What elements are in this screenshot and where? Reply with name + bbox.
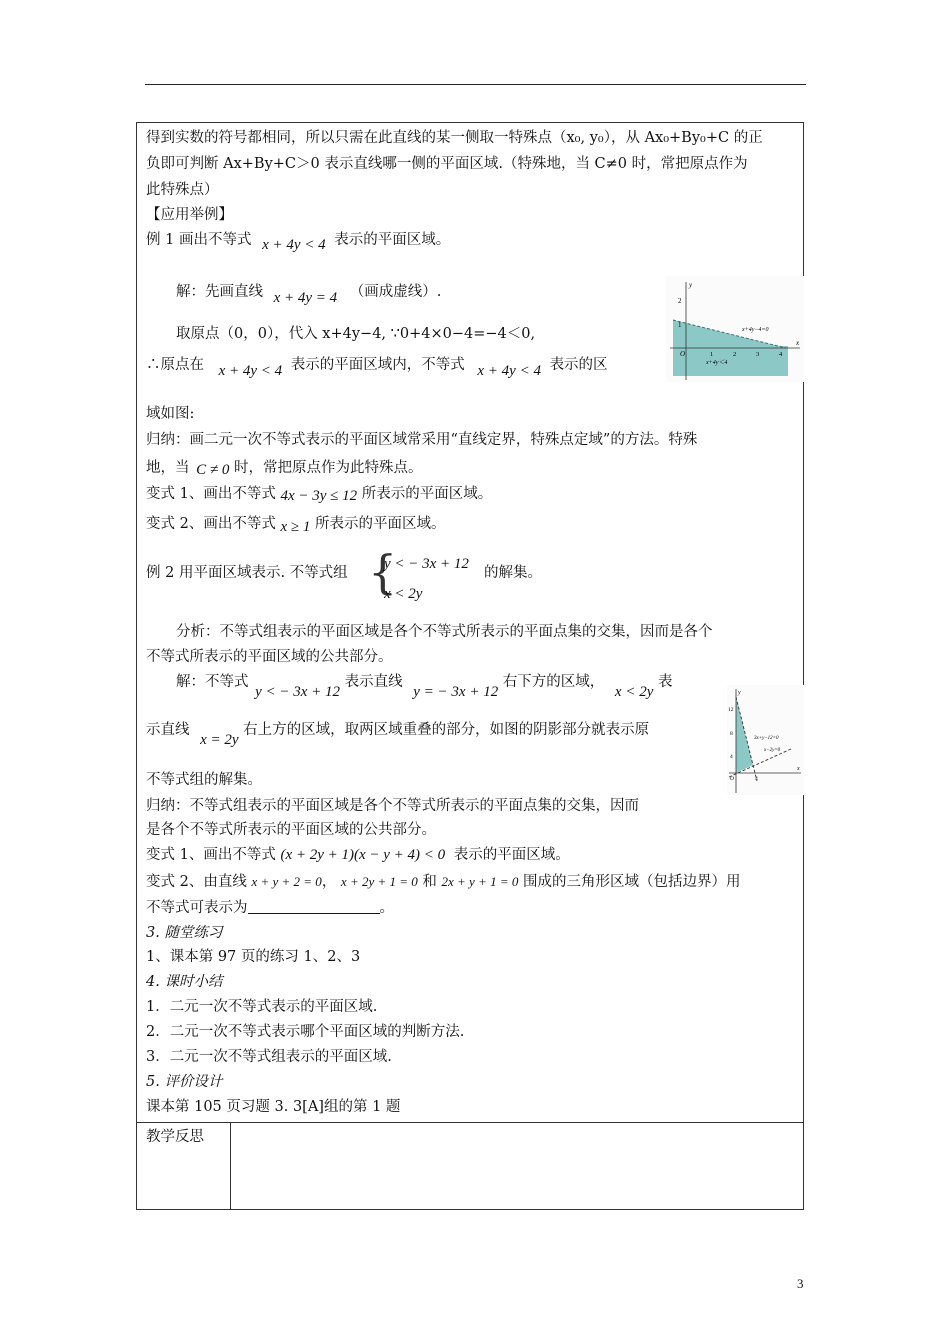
figure-1-region-label: x+4y＜4	[706, 360, 728, 366]
figure-1-line-label: x+4y−4=0	[742, 327, 769, 333]
summary-1-condition: C ≠ 0	[196, 462, 230, 478]
figure-system-region	[727, 685, 804, 795]
teaching-reflection-label: 教学反思	[146, 1129, 204, 1145]
summary-1-prefix: 地，当	[146, 460, 190, 476]
solution-2-biao: 表	[657, 674, 673, 690]
figure-1-x-tick-3: 3	[756, 351, 760, 358]
system-variant-2-suffix: 围成的三角形区域（包括边界）用	[522, 874, 741, 890]
intro-line-3: 此特殊点）	[146, 182, 219, 198]
solution-2-second-line: x = 2y	[200, 732, 239, 748]
answer-blank[interactable]	[248, 899, 380, 914]
solution-2-line-b-prefix: 示直线	[146, 722, 190, 738]
system-variant-1	[146, 845, 570, 865]
example-1-inequality: x + 4y < 4	[262, 237, 326, 253]
figure-2-y-tick-8: 8	[730, 731, 733, 737]
example-2-suffix: 的解集。	[484, 565, 542, 581]
section-4-heading: 4. 课时小结	[146, 974, 223, 990]
variant-1-prefix: 变式 1、画出不等式	[146, 486, 276, 502]
system-variant-1-inequality: (x + 2y + 1)(x − y + 4) < 0	[280, 847, 446, 863]
example-2-inequality-2: x < 2y	[384, 586, 423, 602]
system-variant-2-line-2: x + 2y + 1 = 0	[340, 874, 418, 889]
solution-1-line-equation: x + 4y = 4	[273, 290, 338, 306]
figure-1-x-tick-2: 2	[733, 351, 737, 358]
analysis-line-a: 分析：不等式组表示的平面区域是各个不等式所表示的平面点集的交集，因而是各个	[176, 624, 713, 640]
system-variant-2-and: 和	[422, 874, 437, 890]
solution-2-line-c: 不等式组的解集。	[146, 772, 262, 788]
analysis-line-b: 不等式所表示的平面区域的公共部分。	[146, 649, 393, 665]
conclusion-1-prefix: ∴原点在	[146, 357, 204, 373]
solution-1-line	[176, 282, 442, 306]
summary-1-line-a: 归纳：画二元一次不等式表示的平面区域常采用“直线定界，特殊点定域”的方法。特殊	[146, 432, 698, 448]
solution-2-line-equation: y = − 3x + 12	[413, 684, 499, 700]
summary-2-line-b: 是各个不等式所表示的平面区域的公共部分。	[146, 822, 436, 838]
figure-region-x-4y-lt-4	[666, 276, 804, 382]
conclusion-1-inequality-b: x + 4y < 4	[477, 363, 541, 379]
system-variant-2-prefix: 变式 2、由直线	[146, 874, 247, 890]
variant-2-prefix: 变式 2、画出不等式	[146, 516, 276, 532]
variant-1-inequality: 4x − 3y ≤ 12	[280, 488, 358, 504]
reflection-column-divider	[230, 1122, 231, 1209]
header-rule	[145, 84, 806, 85]
solution-2-line-b-suffix: 右上方的区域，取两区域重叠的部分，如图的阴影部分就表示原	[243, 722, 650, 738]
figure-1-y-tick-1: 1	[678, 321, 682, 329]
solution-2-line-a	[176, 672, 673, 700]
variant-2-suffix: 所表示的平面区域。	[314, 516, 446, 532]
system-variant-2-line-1: x + y + 2 = 0	[251, 874, 322, 889]
figure-1-x-tick-4: 4	[779, 351, 783, 358]
example-2-inequality-1: y < − 3x + 12	[384, 556, 469, 572]
figure-1-y-axis-label: y	[689, 281, 693, 289]
figure-2-x-tick-4: 4	[755, 776, 758, 782]
system-variant-2-line-3: 2x + y + 1 = 0	[441, 874, 519, 889]
figure-2-origin-label: O	[730, 776, 734, 782]
example-2-brace: {	[368, 545, 398, 599]
example-1-suffix: 表示的平面区域。	[334, 232, 451, 248]
example-1-prefix: 例 1 画出不等式	[146, 232, 252, 248]
system-variant-2-line-b	[146, 898, 394, 918]
figure-2-y-axis-label: y	[738, 690, 741, 696]
figure-1-y-tick-2: 2	[678, 297, 682, 305]
solution-2-inequality: y < − 3x + 12	[255, 684, 341, 700]
summary-item-3: 3．二元一次不等式组表示的平面区域.	[146, 1049, 392, 1065]
intro-line-1: 得到实数的符号都相同，所以只需在此直线的某一侧取一特殊点（x₀, y₀），从 Ax₀+By₀+C 的正	[146, 130, 763, 146]
summary-2-line-a: 归纳：不等式组表示的平面区域是各个不等式所表示的平面点集的交集，因而	[146, 798, 639, 814]
summary-item-1: 1．二元一次不等式表示的平面区域.	[146, 999, 378, 1015]
summary-1-suffix: 时，常把原点作为此特殊点。	[233, 460, 423, 476]
solution-2-prefix: 解：不等式	[176, 674, 249, 690]
figure-1-x-axis-label: x	[796, 339, 800, 347]
origin-substitution: 取原点（0，0），代入 x+4y−4, ∵0+4×0−4=−4＜0,	[176, 326, 536, 342]
section-heading-examples: 【应用举例】	[146, 207, 233, 223]
figure-1-origin-label: O	[680, 350, 686, 358]
figure-2-line2-label: x−2y=0	[764, 748, 781, 753]
example-1	[146, 230, 451, 253]
solution-1-suffix: （画成虚线）.	[349, 284, 442, 300]
variant-1-suffix: 所表示的平面区域。	[361, 486, 493, 502]
system-variant-2-line-a: 变式 2、由直线 x + y + 2 = 0， x + 2y + 1 = 0 和 2x + y + 1 = 0 围成的三角形区域（包括边界）用	[146, 874, 741, 890]
figure-2-line1-label: 3x+y−12=0	[754, 736, 779, 741]
figure-2-y-tick-12: 12	[728, 707, 734, 713]
solution-2-represents-line: 表示直线	[344, 674, 403, 690]
variant-2	[146, 514, 445, 534]
page-number: 3	[797, 1276, 804, 1291]
system-variant-2-prompt: 不等式可表示为	[146, 900, 248, 916]
conclusion-1-inequality-a: x + 4y < 4	[218, 363, 283, 379]
conclusion-1-continued: 域如图:	[146, 406, 195, 422]
section-3-heading: 3. 随堂练习	[146, 925, 223, 941]
conclusion-1	[146, 355, 608, 379]
solution-1-prefix: 解：先画直线	[176, 284, 263, 300]
system-variant-1-suffix: 表示的平面区域。	[453, 847, 570, 863]
section-3-content: 1、课本第 97 页的练习 1、2、3	[146, 949, 361, 965]
conclusion-1-suffix: 表示的区	[549, 357, 608, 373]
figure-2-y-tick-4: 4	[730, 754, 733, 760]
conclusion-1-middle: 表示的平面区域内，不等式	[290, 357, 465, 373]
variant-1	[146, 484, 492, 504]
summary-item-2: 2．二元一次不等式表示哪个平面区域的判断方法.	[146, 1024, 465, 1040]
section-5-heading: 5. 评价设计	[146, 1074, 223, 1090]
system-variant-2-period: 。	[379, 900, 394, 916]
solution-2-lower-right: 右下方的区域，	[502, 674, 605, 690]
intro-line-2: 负即可判断 Ax+By+C＞0 表示直线哪一侧的平面区域.（特殊地，当 C≠0 时，常把原点作为	[146, 156, 748, 172]
variant-2-inequality: x ≥ 1	[280, 519, 311, 535]
solution-2-line-b	[146, 720, 650, 748]
section-5-content: 课本第 105 页习题 3. 3[A]组的第 1 题	[146, 1099, 401, 1115]
example-2-prefix: 例 2 用平面区域表示. 不等式组	[146, 565, 348, 581]
figure-1-x-tick-1: 1	[710, 351, 714, 358]
figure-2-x-axis-label: x	[797, 766, 800, 772]
reflection-divider	[137, 1122, 803, 1123]
summary-1-line-b	[146, 458, 422, 478]
system-variant-1-prefix: 变式 1、画出不等式	[146, 847, 276, 863]
solution-2-second-inequality: x < 2y	[614, 684, 654, 700]
